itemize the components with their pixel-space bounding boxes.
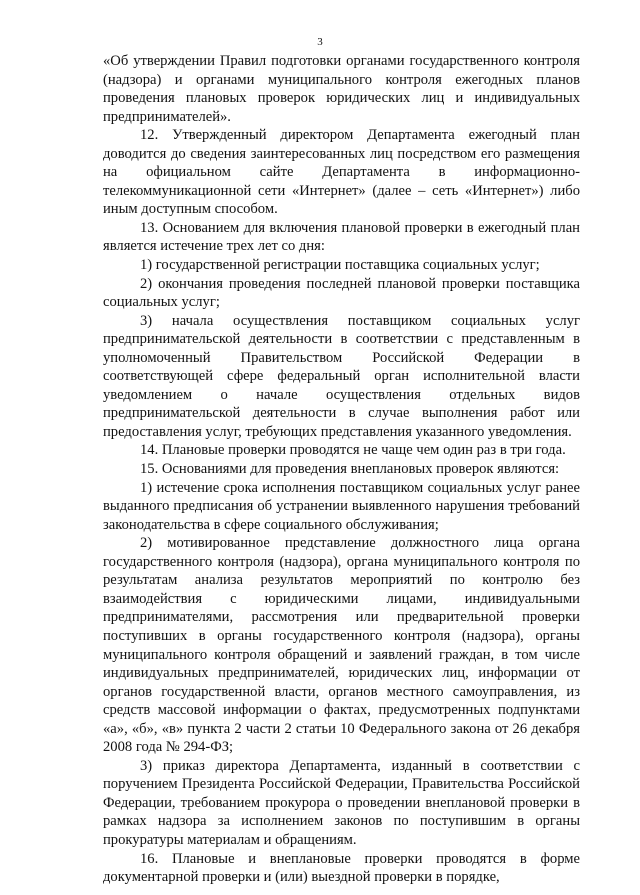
paragraph-item-13-sub-1: 1) государственной регистрации поставщика социальных услуг; [140,257,540,274]
paragraph-item-16: 16. Плановые и внеплановые проверки проводятся в форме документарной проверки и (или) выездной проверки в порядке, [103,850,580,886]
paragraph-item-15-sub-1: 1) истечение срока исполнения поставщиком социальных услуг ранее выданного предписания об устранении выявленного нарушения требований законодательства в сфере социального обслуживания; [103,479,580,533]
paragraph-item-15-sub-3: 3) приказ директора Департамента, изданный в соответствии с поручением Президента Российской Федерации, Правительства Российской Федерации, требованием прокурора о проведении внеплановой проверки в рамках надзора за исполнением законов по поступившим в органы прокуратуры материалам и обращениям. [103,757,580,848]
page-number: 3 [317,36,323,48]
paragraph-item-12: 12. Утвержденный директором Департамента ежегодный план доводится до сведения заинтересованных лиц посредством его размещения на официальном сайте Департамента в информационно-телекоммуникационной сети «Интернет» (далее – сеть «Интернет») либо иным доступным способом. [103,127,580,218]
paragraph-intro-continuation: «Об утверждении Правил подготовки органами государственного контроля (надзора) и органами муниципального контроля ежегодных планов проведения плановых проверок юридических лиц и индивидуальных предпринимателей». [103,53,580,125]
paragraph-item-15-sub-2: 2) мотивированное представление должностного лица органа государственного контроля (надзора), органа муниципального контроля по результатам анализа результатов мероприятий по контролю без взаимодействия с юридическими лицами, индивидуальными предпринимателями, рассмотрения или предварительной проверки поступивших в органы государственного контроля (надзора), органы муниципального контроля обращений и заявлений граждан, в том числе индивидуальных предпринимателей, юридических лиц, информации от органов государственной власти, органов местного самоуправления, из средств массовой информации о фактах, предусмотренных подпунктами «а», «б», «в» пункта 2 части 2 статьи 10 Федерального закона от 26 декабря 2008 года № 294-ФЗ; [103,535,580,756]
document-body [103,52,580,887]
paragraph-item-14: 14. Плановые проверки проводятся не чаще чем один раз в три года. [140,442,566,459]
paragraph-item-13: 13. Основанием для включения плановой проверки в ежегодный план является истечение трех лет со дня: [103,219,580,255]
paragraph-item-13-sub-2: 2) окончания проведения последней плановой проверки поставщика социальных услуг; [103,275,580,311]
paragraph-item-13-sub-3: 3) начала осуществления поставщиком социальных услуг предпринимательской деятельности в соответствии с представленным в уполномоченный Правительством Российской Федерации в соответствующей сфере федеральный орган исполнительной власти уведомлением о начале осуществления отдельных видов предпринимательской деятельности в случае выполнения работ или предоставления услуг, требующих представления указанного уведомления. [103,312,580,440]
paragraph-item-15: 15. Основаниями для проведения внеплановых проверок являются: [140,461,560,478]
